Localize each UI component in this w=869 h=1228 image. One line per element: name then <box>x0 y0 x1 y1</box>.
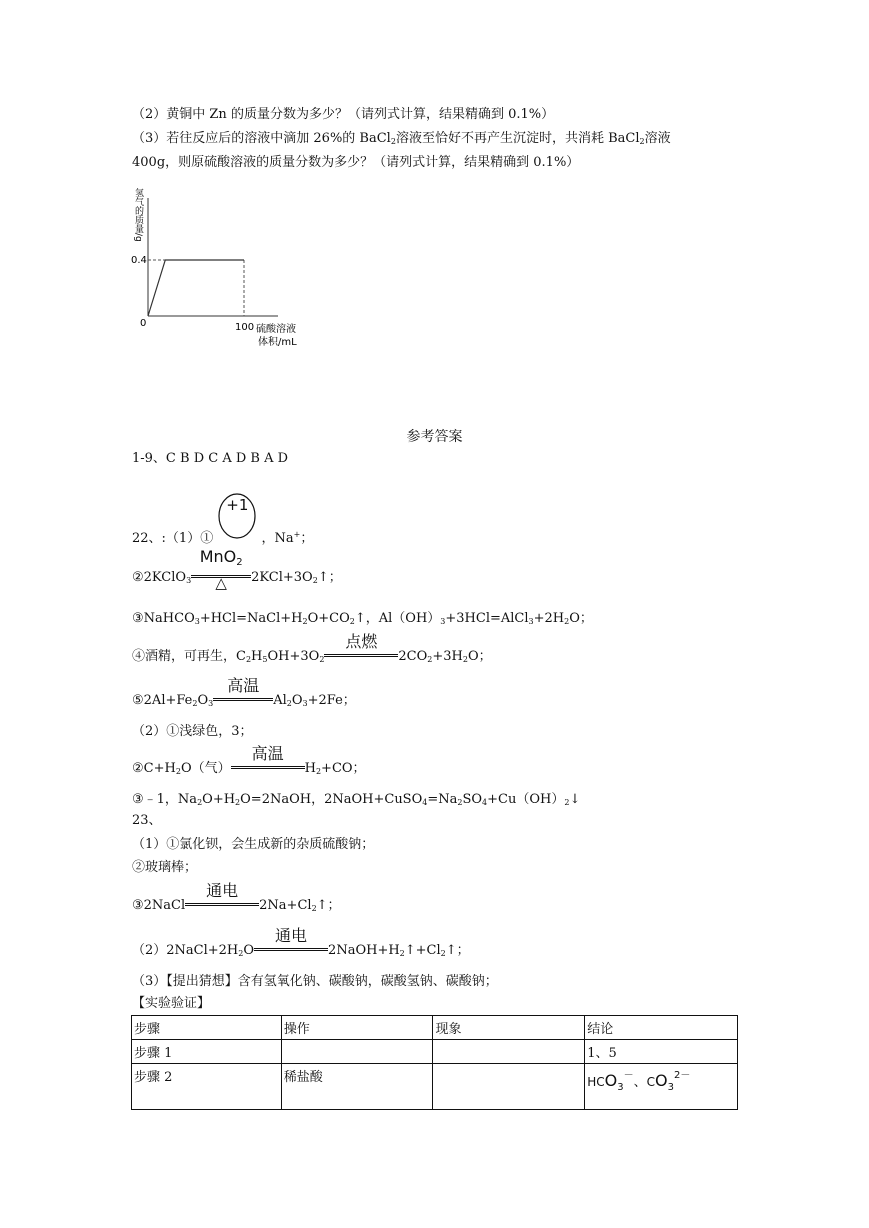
sub: 2 <box>399 949 405 958</box>
t: O； <box>468 649 492 664</box>
t: C <box>646 1075 655 1089</box>
t: ③2NaCl <box>132 898 186 913</box>
sub: 2 <box>457 798 463 807</box>
condition-high-temp <box>231 744 305 772</box>
a22-end: ； <box>300 531 314 546</box>
t: +2Fe； <box>307 693 356 708</box>
answer-23-4 <box>132 926 470 963</box>
t: O（气） <box>180 761 231 776</box>
sub: 4 <box>482 798 488 807</box>
t: ⑤2Al+Fe <box>132 693 193 708</box>
sub: 2 <box>175 767 181 776</box>
y-axis-label: 氢气的质量/g <box>133 188 143 242</box>
sub: 2 <box>235 798 241 807</box>
equals-line <box>213 698 273 701</box>
hydrogen-mass-chart <box>128 180 308 350</box>
t: O=2NaOH，2NaOH+CuSO <box>240 792 423 807</box>
x-tick-label: 100 <box>235 322 255 333</box>
t: +3H <box>432 649 463 664</box>
t: O <box>197 693 209 708</box>
table-cell: 步骤 1 <box>132 1040 282 1064</box>
reaction-2 <box>132 547 342 592</box>
a22-suffix: ，Na <box>261 531 294 546</box>
equals-line <box>231 766 305 769</box>
sub: 2 <box>311 904 317 913</box>
sub: 2 <box>286 699 292 708</box>
t: H <box>304 761 316 776</box>
cond-top: 高温 <box>251 744 284 763</box>
sup: 2－ <box>673 1070 691 1081</box>
circle-text: +1 <box>226 496 249 514</box>
sub: 4 <box>422 798 428 807</box>
answer-23-6: 【实验验证】 <box>132 996 211 1011</box>
t: O <box>604 1071 618 1090</box>
sub: 2 <box>564 798 570 807</box>
sub: 2 <box>440 949 446 958</box>
table-cell <box>433 1040 585 1064</box>
table-header: 结论 <box>585 1016 738 1040</box>
sub: 3 <box>208 699 214 708</box>
t: OH+3O <box>267 649 320 664</box>
t: 2NaOH+H <box>328 943 400 958</box>
cond-top: 通电 <box>206 881 239 900</box>
t: +3HCl=AlCl <box>445 611 529 626</box>
answer-23-5: （3）【提出猜想】含有氢氧化钠、碳酸钠，碳酸氢钠、碳酸钠； <box>132 974 498 989</box>
condition-high-temp <box>213 676 273 704</box>
t: O <box>243 943 255 958</box>
answer-23-3 <box>132 881 341 918</box>
sub: 2 <box>315 767 322 776</box>
cond-top <box>191 548 251 572</box>
r2-end: ↑； <box>317 570 342 585</box>
t: 2CO <box>398 649 428 664</box>
sub: 3 <box>528 617 534 626</box>
equals-line <box>254 948 328 951</box>
answer-23-2: ②玻璃棒； <box>132 860 198 875</box>
condition-mno2 <box>191 547 251 592</box>
sub: 3 <box>302 699 308 708</box>
answer-22-2-2 <box>132 744 366 781</box>
t: HC <box>587 1075 605 1089</box>
sub: 5 <box>262 655 268 664</box>
sub: 2 <box>427 655 433 664</box>
sup: + <box>293 530 301 539</box>
answer-22-2-3 <box>132 791 580 812</box>
table-row <box>132 1064 738 1110</box>
table-cell-ions <box>585 1064 738 1110</box>
cond-bottom: △ <box>215 574 227 592</box>
sub: 3 <box>617 1082 624 1093</box>
question-2: （2）黄铜中 Zn 的质量分数为多少？（请列式计算，结果精确到 0.1%） <box>132 107 555 122</box>
t: ↓ <box>569 792 581 807</box>
sub: 3 <box>194 617 200 626</box>
equals-line <box>324 654 398 657</box>
table-cell <box>281 1040 433 1064</box>
answer-23-1: （1）①氯化钡，会生成新的杂质硫酸钠； <box>132 837 375 852</box>
q3-text-a: （3）若往反应后的溶液中滴加 26%的 BaCl <box>132 131 391 146</box>
sub: 2 <box>197 798 203 807</box>
t: ↑； <box>316 898 341 913</box>
sub: 2 <box>238 949 244 958</box>
t: ↑，Al（OH） <box>354 611 441 626</box>
t: （2）2NaCl+2H <box>132 943 239 958</box>
sup: － <box>623 1070 634 1081</box>
sub: 2 <box>319 655 325 664</box>
condition-electrify <box>185 881 259 909</box>
condition-ignite <box>324 632 398 660</box>
sub: 2 <box>302 617 308 626</box>
cond-top: 高温 <box>227 676 260 695</box>
carbonate-ion <box>646 1070 691 1093</box>
sub: 3 <box>667 1082 674 1093</box>
cond-top: 点燃 <box>345 632 378 651</box>
t: O <box>654 1071 668 1090</box>
sub: 3 <box>440 617 446 626</box>
reaction-4 <box>132 632 492 669</box>
answer-title: 参考答案 <box>406 429 463 445</box>
q3-text-c: 溶液 <box>644 131 671 146</box>
answer-22-2-1: （2）①浅绿色，3； <box>132 724 253 739</box>
question-3-line-2: 400g，则原硫酸溶液的质量分数为多少？（请列式计算，结果精确到 0.1%） <box>132 155 580 170</box>
a22-prefix: 22、:（1）① <box>132 531 214 546</box>
table-header: 操作 <box>281 1016 433 1040</box>
sub: 2 <box>564 617 570 626</box>
cond-top: 通电 <box>275 926 308 945</box>
t: O+H <box>202 792 236 807</box>
sub: 2 <box>462 655 468 664</box>
table-cell: 步骤 2 <box>132 1064 282 1110</box>
t: ④酒精，可再生，C <box>132 649 246 664</box>
t: +2H <box>533 611 565 626</box>
series-line <box>148 260 244 316</box>
sub: 2 <box>192 699 198 708</box>
t: ③NaHCO <box>132 611 195 626</box>
sub: 2 <box>312 576 318 585</box>
reaction-3 <box>132 610 593 631</box>
table-cell <box>433 1064 585 1110</box>
table-cell: 稀盐酸 <box>281 1064 433 1110</box>
question-3-line-1 <box>132 130 671 151</box>
t: +Cu（OH） <box>487 792 565 807</box>
t: ↑； <box>445 943 470 958</box>
table-header: 步骤 <box>132 1016 282 1040</box>
t: +HCl=NaCl+H <box>199 611 303 626</box>
t: 2Na+Cl <box>259 898 312 913</box>
condition-electrify <box>254 926 328 954</box>
q3-text-b: 溶液至恰好不再产生沉淀时，共消耗 BaCl <box>395 131 640 146</box>
bicarbonate-ion <box>587 1070 634 1093</box>
equals-line <box>185 903 259 906</box>
answer-23-heading: 23、 <box>132 813 162 828</box>
t: H <box>251 649 263 664</box>
sub: 2 <box>349 617 355 626</box>
table-header-row <box>132 1016 738 1040</box>
table-cell: 1、5 <box>585 1040 738 1064</box>
t: 、 <box>633 1075 647 1090</box>
sub: 3 <box>186 576 192 585</box>
t: ③﹣1，Na <box>132 792 198 807</box>
reaction-5 <box>132 676 356 713</box>
t: SO <box>462 792 483 807</box>
y-tick-label: 0.4 <box>131 255 147 266</box>
experiment-table <box>131 1015 738 1110</box>
t: =Na <box>427 792 458 807</box>
t: ②C+H <box>132 761 176 776</box>
t: O <box>291 693 303 708</box>
t: Al <box>273 693 287 708</box>
t: ↑+Cl <box>404 943 441 958</box>
sub: 2 <box>245 655 252 664</box>
x-axis-label-line-2: 体积/mL <box>258 337 297 348</box>
table-row <box>132 1040 738 1064</box>
sub: 2 <box>390 137 396 146</box>
x-axis-label-line-1: 硫酸溶液 <box>256 324 296 335</box>
r2-right: 2KCl+3O <box>251 570 313 585</box>
t: O； <box>569 611 593 626</box>
sub: 2 <box>236 557 243 568</box>
table-header: 现象 <box>433 1016 585 1040</box>
mno2: MnO <box>199 547 237 566</box>
t: O+CO <box>307 611 350 626</box>
origin-label: 0 <box>140 318 147 329</box>
multiple-choice-answers: 1-9、C B D C A D B A D <box>132 451 289 466</box>
t: +CO； <box>321 761 366 776</box>
sub: 2 <box>639 137 645 146</box>
r2-left: ②2KClO <box>132 570 187 585</box>
